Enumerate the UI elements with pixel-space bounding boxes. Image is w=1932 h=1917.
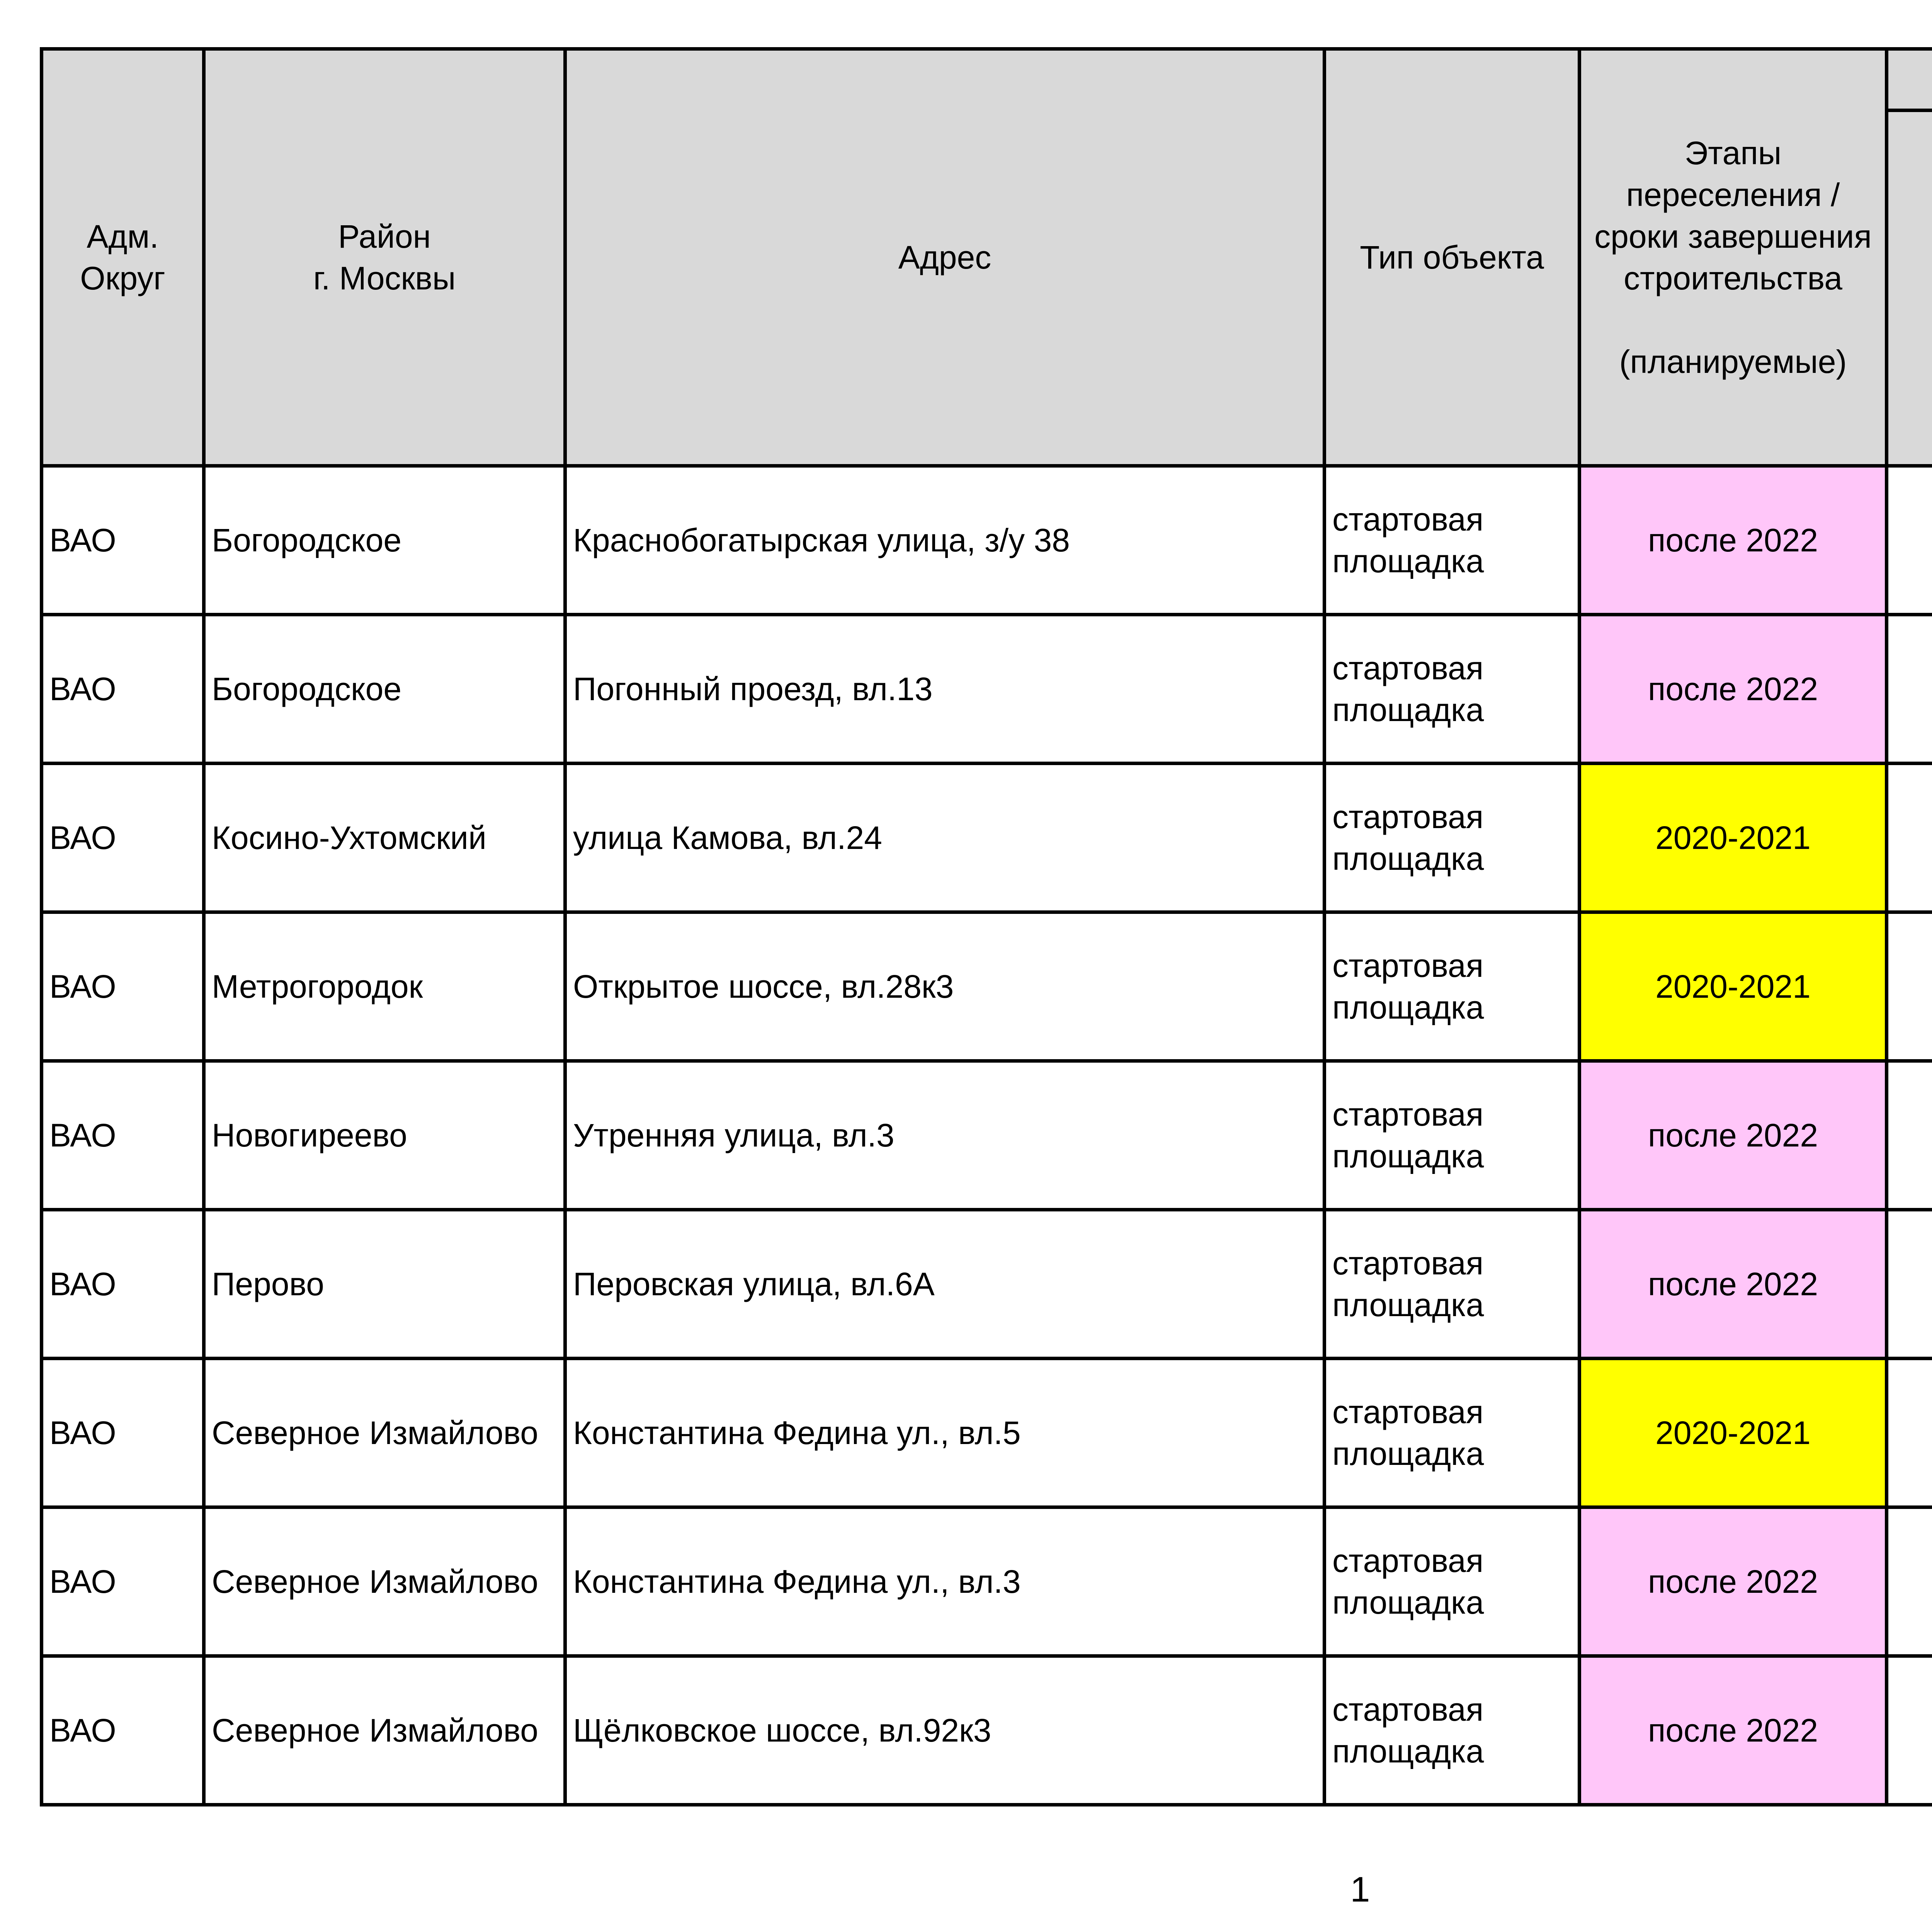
cell-developer — [1887, 912, 1932, 1061]
cell-developer — [1887, 764, 1932, 912]
cell-address: Перовская улица, вл.6А — [565, 1210, 1325, 1359]
table-header — [42, 49, 1932, 466]
header-address: Адрес — [565, 49, 1325, 466]
cell-object-type: стартовая площадка — [1325, 912, 1580, 1061]
cell-stage: после 2022 — [1580, 1507, 1887, 1656]
header-developer — [1887, 111, 1932, 466]
table-row — [42, 1210, 1932, 1359]
cell-okrug: ВАО — [42, 1061, 204, 1210]
header-house-info-group — [1887, 49, 1932, 111]
cell-district: Северное Измайлово — [204, 1359, 565, 1507]
cell-district: Северное Измайлово — [204, 1507, 565, 1656]
cell-stage: после 2022 — [1580, 1210, 1887, 1359]
cell-developer — [1887, 1210, 1932, 1359]
table-row — [42, 1507, 1932, 1656]
cell-stage: 2020-2021 — [1580, 912, 1887, 1061]
cell-developer — [1887, 615, 1932, 764]
cell-okrug: ВАО — [42, 1507, 204, 1656]
header-row-top — [42, 49, 1932, 111]
cell-stage: после 2022 — [1580, 615, 1887, 764]
cell-developer — [1887, 466, 1932, 615]
cell-district: Богородское — [204, 615, 565, 764]
header-district: Район г. Москвы — [204, 49, 565, 466]
cell-object-type: стартовая площадка — [1325, 466, 1580, 615]
cell-stage: после 2022 — [1580, 1061, 1887, 1210]
header-stages: Этапы переселения / сроки завершения строительства (планируемые) — [1580, 49, 1887, 466]
cell-okrug: ВАО — [42, 615, 204, 764]
header-object-type: Тип объекта — [1325, 49, 1580, 466]
cell-object-type: стартовая площадка — [1325, 764, 1580, 912]
cell-stage: 2020-2021 — [1580, 764, 1887, 912]
table-row — [42, 466, 1932, 615]
cell-stage: после 2022 — [1580, 1656, 1887, 1805]
table-row — [42, 1061, 1932, 1210]
cell-address: улица Камова, вл.24 — [565, 764, 1325, 912]
cell-stage: 2020-2021 — [1580, 1359, 1887, 1507]
cell-object-type: стартовая площадка — [1325, 1656, 1580, 1805]
cell-okrug: ВАО — [42, 466, 204, 615]
cell-district: Косино-Ухтомский — [204, 764, 565, 912]
cell-okrug: ВАО — [42, 1210, 204, 1359]
cell-object-type: стартовая площадка — [1325, 1507, 1580, 1656]
cell-district: Северное Измайлово — [204, 1656, 565, 1805]
cell-district: Богородское — [204, 466, 565, 615]
cell-address: Константина Федина ул., вл.3 — [565, 1507, 1325, 1656]
resettlement-table — [40, 47, 1932, 1806]
cell-developer — [1887, 1656, 1932, 1805]
cell-okrug: ВАО — [42, 1656, 204, 1805]
header-okrug: Адм. Округ — [42, 49, 204, 466]
cell-district: Перово — [204, 1210, 565, 1359]
cell-object-type: стартовая площадка — [1325, 615, 1580, 764]
cell-object-type: стартовая площадка — [1325, 1359, 1580, 1507]
cell-developer — [1887, 1061, 1932, 1210]
table-row — [42, 1359, 1932, 1507]
cell-developer — [1887, 1359, 1932, 1507]
cell-object-type: стартовая площадка — [1325, 1061, 1580, 1210]
cell-object-type: стартовая площадка — [1325, 1210, 1580, 1359]
table-row — [42, 1656, 1932, 1805]
table-row — [42, 764, 1932, 912]
cell-district: Метрогородок — [204, 912, 565, 1061]
cell-address: Погонный проезд, вл.13 — [565, 615, 1325, 764]
cell-developer — [1887, 1507, 1932, 1656]
table-row — [42, 912, 1932, 1061]
page-number: 1 — [1350, 1870, 1370, 1909]
table-row — [42, 615, 1932, 764]
cell-okrug: ВАО — [42, 912, 204, 1061]
cell-address: Константина Федина ул., вл.5 — [565, 1359, 1325, 1507]
cell-address: Щёлковское шоссе, вл.92к3 — [565, 1656, 1325, 1805]
cell-district: Новогиреево — [204, 1061, 565, 1210]
cell-address: Краснобогатырская улица, з/у 38 — [565, 466, 1325, 615]
cell-okrug: ВАО — [42, 764, 204, 912]
cell-address: Утренняя улица, вл.3 — [565, 1061, 1325, 1210]
table-body — [42, 466, 1932, 1805]
cell-stage: после 2022 — [1580, 466, 1887, 615]
cell-address: Открытое шоссе, вл.28к3 — [565, 912, 1325, 1061]
cell-okrug: ВАО — [42, 1359, 204, 1507]
